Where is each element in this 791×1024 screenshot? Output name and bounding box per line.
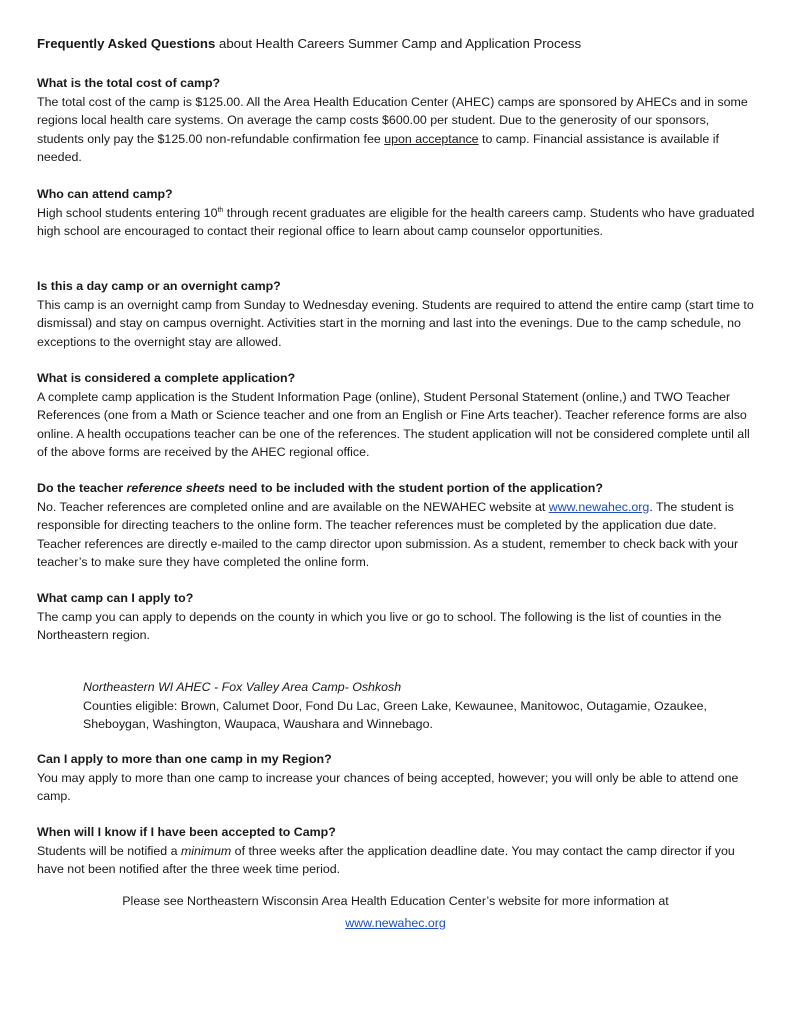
italic-text: reference sheets xyxy=(126,481,226,495)
camp-name: Northeastern WI AHEC - Fox Valley Area Camp- Oshkosh xyxy=(83,680,402,694)
faq-overnight xyxy=(37,277,759,351)
newahec-link[interactable]: www.newahec.org xyxy=(548,499,650,514)
answer-text: High school students entering 10 xyxy=(37,205,218,220)
faq-question: What is the total cost of camp? xyxy=(37,76,221,90)
faq-question: Who can attend camp? xyxy=(37,187,173,201)
faq-question: What camp can I apply to? xyxy=(37,591,194,605)
faq-apply xyxy=(37,589,759,645)
answer-text: of three weeks after the application deadline date. You may contact the camp director if you have not been notified after the three week time period. xyxy=(37,843,735,877)
faq-answer xyxy=(37,842,759,879)
faq-accepted xyxy=(37,823,759,879)
faq-answer: This camp is an overnight camp from Sunday to Wednesday evening. Students are required to attend the entire camp (start time to dismissal) and stay on campus overnight. Activities start in the morning and last into the evenings. Due to the camp schedule, no exceptions to the overnight stay are allowed. xyxy=(37,297,754,349)
italic-text: minimum xyxy=(180,843,232,858)
answer-text: Students will be notified a xyxy=(37,843,181,858)
answer-text: through recent graduates are eligible for the health careers camp. Students who have graduated high school are encouraged to contact their regional office to learn about camp counselor opportunities. xyxy=(37,205,755,239)
faq-cost xyxy=(37,74,759,167)
faq-question: Is this a day camp or an overnight camp? xyxy=(37,279,281,293)
faq-question: What is considered a complete application? xyxy=(37,371,296,385)
footer-newahec-link[interactable]: www.newahec.org xyxy=(345,916,446,930)
faq-reference xyxy=(37,479,759,572)
faq-answer xyxy=(37,93,759,167)
question-text: need to be included with the student portion of the application? xyxy=(225,481,603,495)
answer-text: No. Teacher references are completed online and are available on the NEWAHEC website at xyxy=(37,499,549,514)
question-text: Do the teacher xyxy=(37,481,127,495)
page-title xyxy=(37,35,581,54)
faq-question xyxy=(37,479,759,498)
superscript: th xyxy=(217,206,224,214)
faq-question: Can I apply to more than one camp in my Region? xyxy=(37,752,332,766)
counties-list: Counties eligible: Brown, Calumet Door, Fond Du Lac, Green Lake, Kewaunee, Manitowoc, Outagamie, Ozaukee, Sheboygan, Washington, Waupaca, Waushara and Winnebago. xyxy=(83,698,707,732)
faq-complete xyxy=(37,369,759,462)
page-title-bold: Frequently Asked Questions xyxy=(37,36,216,51)
faq-answer: The camp you can apply to depends on the county in which you live or go to school. The following is the list of counties in the Northeastern region. xyxy=(37,609,722,643)
faq-answer xyxy=(37,204,759,241)
faq-multiple xyxy=(37,750,759,806)
answer-text: to camp. Financial assistance is available if needed. xyxy=(37,131,719,165)
faq-attend xyxy=(37,185,759,241)
answer-text: The total cost of the camp is $125.00. All the Area Health Education Center (AHEC) camps are sponsored by AHECs and in some regions local health care systems. On average the camp costs $600.00 per student. Due to the generosity of our sponsors, students only pay the $125.00 non-refundable confirmation fee xyxy=(37,94,748,146)
underlined-text: upon acceptance xyxy=(384,131,479,146)
answer-text: . The student is responsible for directing teachers to the online form. The teacher references must be completed by the application due date. Teacher references are directly e-mailed to the camp director upon submission. As a student, remember to check back with your teacher’s to make sure they have completed the online form. xyxy=(37,499,739,570)
faq-answer: You may apply to more than one camp to increase your chances of being accepted, however; you will only be able to attend one camp. xyxy=(37,770,739,804)
region-block xyxy=(83,678,763,734)
faq-question: When will I know if I have been accepted to Camp? xyxy=(37,825,336,839)
footer-text: Please see Northeastern Wisconsin Area Health Education Center’s website for more information at xyxy=(122,894,669,908)
faq-answer xyxy=(37,498,759,572)
footer-link-row xyxy=(0,914,791,933)
faq-answer: A complete camp application is the Student Information Page (online), Student Personal Statement (online,) and TWO Teacher References (one from a Math or Science teacher and one from an English or Fine Arts teacher). Teacher reference forms are also online. A health occupations teacher can be one of the references. The student application will not be considered complete until all of the above forms are received by the AHEC regional office. xyxy=(37,389,750,460)
page-title-rest: about Health Careers Summer Camp and Application Process xyxy=(215,36,582,51)
